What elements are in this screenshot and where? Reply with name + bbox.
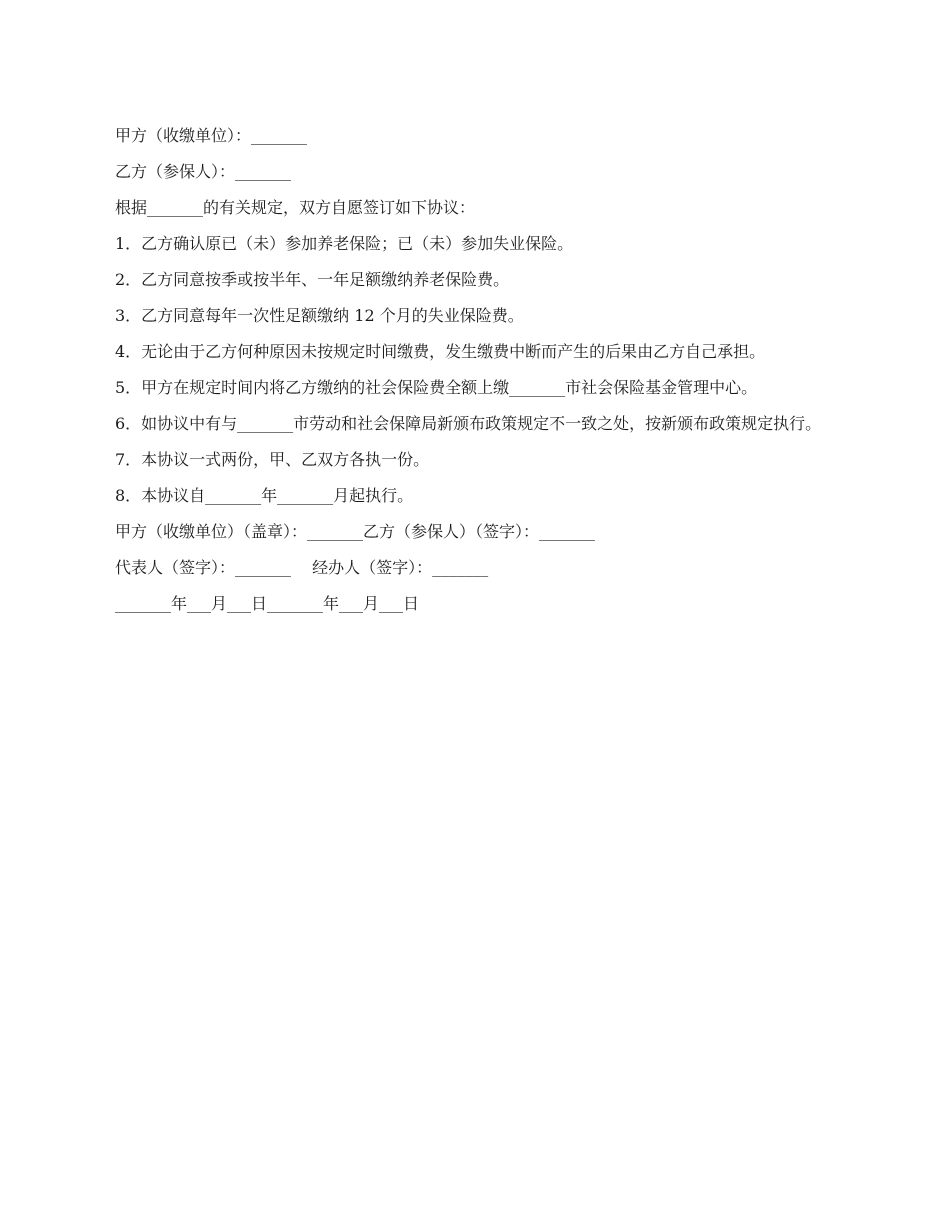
- party-b-line: 乙方（参保人）：_______: [115, 162, 292, 181]
- clause-5: 5．甲方在规定时间内将乙方缴纳的社会保险费全额上缴_______市社会保险基金管理中心。: [115, 378, 758, 397]
- clause-1: 1．乙方确认原已（未）参加养老保险；已（未）参加失业保险。: [115, 234, 574, 253]
- document-body: [115, 124, 840, 628]
- signature-date-line: _______年___月___日_______年___月___日: [115, 594, 420, 613]
- signature-representatives-line: 代表人（签字）：_______ 经办人（签字）：_______: [115, 558, 489, 577]
- clause-8: 8．本协议自_______年_______月起执行。: [115, 486, 414, 505]
- clause-6: 6．如协议中有与_______市劳动和社会保障局新颁布政策规定不一致之处，按新颁布政策规定执行。: [115, 414, 822, 433]
- clause-2: 2．乙方同意按季或按半年、一年足额缴纳养老保险费。: [115, 270, 510, 289]
- party-a-line: 甲方（收缴单位）：_______: [115, 126, 308, 145]
- clause-4: 4．无论由于乙方何种原因未按规定时间缴费，发生缴费中断而产生的后果由乙方自己承担。: [115, 342, 766, 361]
- clause-7: 7．本协议一式两份，甲、乙双方各执一份。: [115, 450, 430, 469]
- signature-parties-line: 甲方（收缴单位）（盖章）：_______乙方（参保人）（签字）：_______: [115, 522, 596, 541]
- clause-3: 3．乙方同意每年一次性足额缴纳 12 个月的失业保险费。: [115, 306, 524, 325]
- preamble: 根据_______的有关规定，双方自愿签订如下协议：: [115, 198, 476, 217]
